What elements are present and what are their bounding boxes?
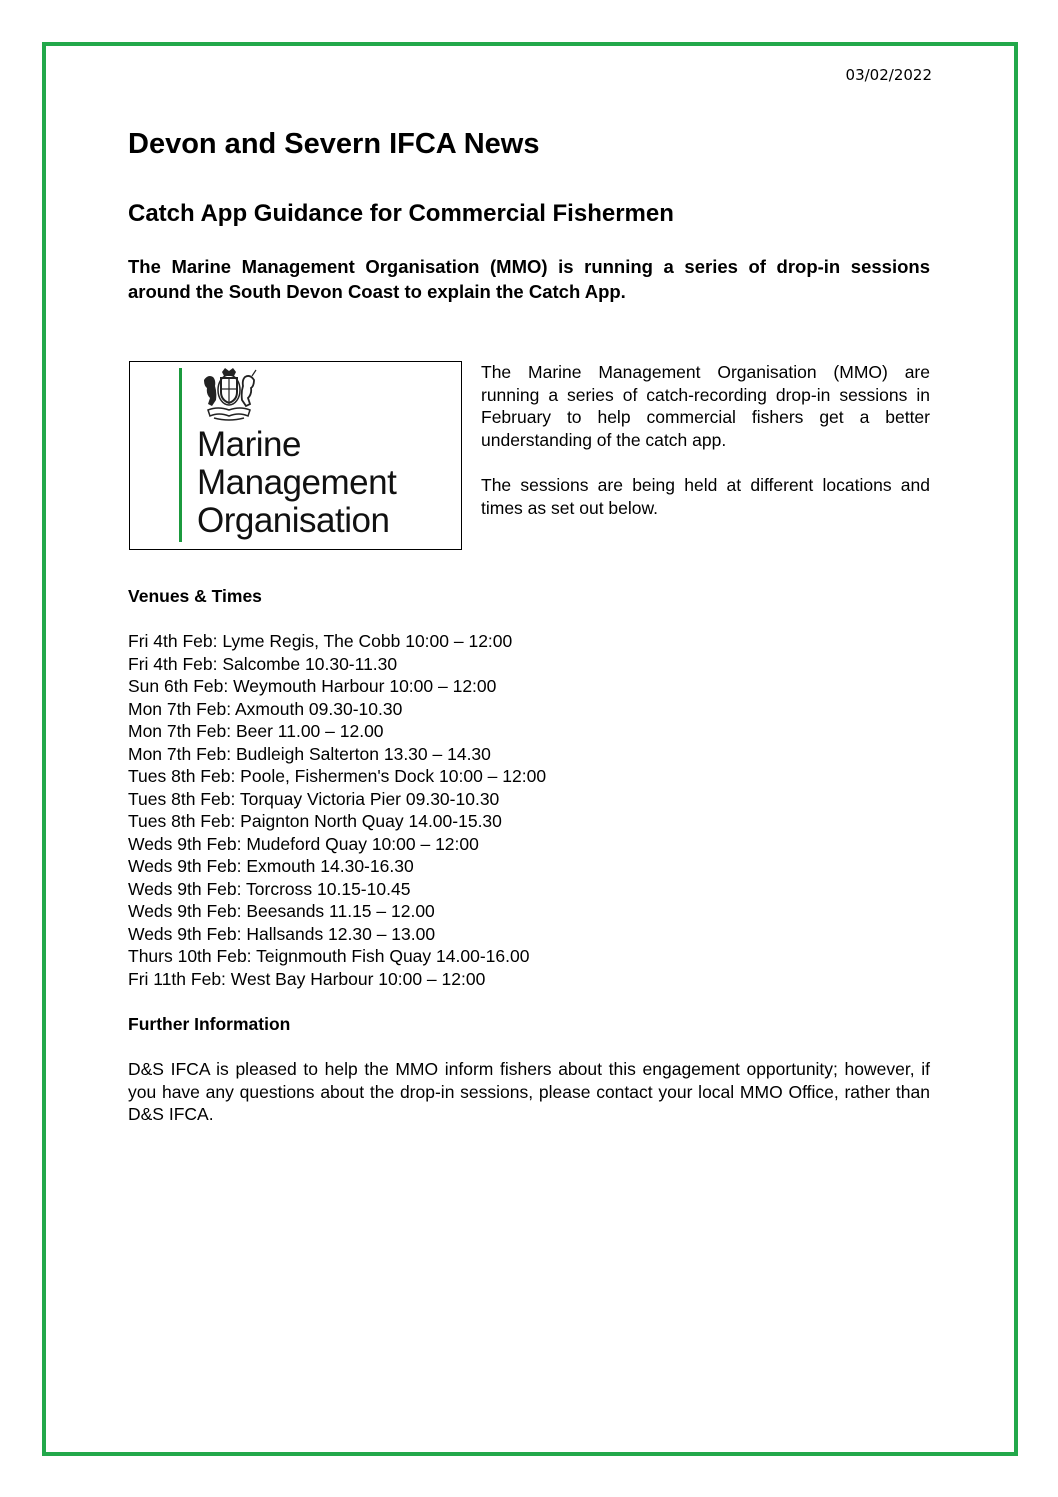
venue-item: Weds 9th Feb: Hallsands 12.30 – 13.00 (128, 923, 436, 944)
venue-item: Tues 8th Feb: Poole, Fishermen's Dock 10:00 – 12:00 (128, 766, 547, 786)
intro-text (481, 361, 930, 519)
venue-item: Weds 9th Feb: Mudeford Quay 10:00 – 12:00 (128, 833, 479, 854)
venue-item: Thurs 10th Feb: Teignmouth Fish Quay 14.00-16.00 (128, 946, 530, 966)
venue-item: Weds 9th Feb: Torcross 10.15-10.45 (128, 878, 411, 899)
logo-line-1: Marine (197, 425, 301, 464)
logo-line-2: Management (197, 463, 397, 502)
logo-wordmark (197, 426, 396, 540)
logo-line-3: Organisation (197, 501, 390, 540)
venue-item: Tues 8th Feb: Torquay Victoria Pier 09.30-10.30 (128, 788, 500, 809)
further-info-text: D&S IFCA is pleased to help the MMO inform fishers about this engagement opportunity; however, if you have any questions about the drop-in sessions, please contact your local MMO Office, rather than D&S IFCA. (128, 1059, 930, 1124)
venue-list (128, 630, 546, 990)
venue-item: Fri 11th Feb: West Bay Harbour 10:00 – 12:00 (128, 968, 486, 989)
venue-item: Sun 6th Feb: Weymouth Harbour 10:00 – 12:00 (128, 676, 497, 696)
intro-paragraph-2: The sessions are being held at different locations and times as set out below. (481, 475, 930, 518)
document-date: 03/02/2022 (845, 66, 932, 84)
venues-heading: Venues & Times (128, 586, 262, 606)
article-subtitle: Catch App Guidance for Commercial Fishermen (128, 200, 674, 227)
page-title: Devon and Severn IFCA News (128, 128, 540, 160)
venue-item: Fri 4th Feb: Salcombe 10.30-11.30 (128, 653, 398, 674)
venue-item: Mon 7th Feb: Beer 11.00 – 12.00 (128, 721, 384, 741)
royal-coat-of-arms-icon (196, 366, 262, 426)
logo-green-bar (179, 368, 182, 542)
venue-item: Weds 9th Feb: Exmouth 14.30-16.30 (128, 856, 414, 876)
lead-paragraph: The Marine Management Organisation (MMO) is running a series of drop-in sessions around the South Devon Coast to explain the Catch App. (128, 256, 930, 302)
venue-item: Fri 4th Feb: Lyme Regis, The Cobb 10:00 – 12:00 (128, 631, 513, 651)
mmo-logo (129, 361, 462, 550)
venue-item: Tues 8th Feb: Paignton North Quay 14.00-15.30 (128, 811, 502, 831)
venue-item: Weds 9th Feb: Beesands 11.15 – 12.00 (128, 901, 435, 921)
venue-item: Mon 7th Feb: Budleigh Salterton 13.30 – 14.30 (128, 743, 491, 764)
venue-item: Mon 7th Feb: Axmouth 09.30-10.30 (128, 698, 403, 719)
intro-paragraph-1: The Marine Management Organisation (MMO) are running a series of catch-recording drop-in sessions in February to help commercial fishers get a better understanding of the catch app. (481, 362, 930, 450)
further-info-heading: Further Information (128, 1014, 291, 1034)
